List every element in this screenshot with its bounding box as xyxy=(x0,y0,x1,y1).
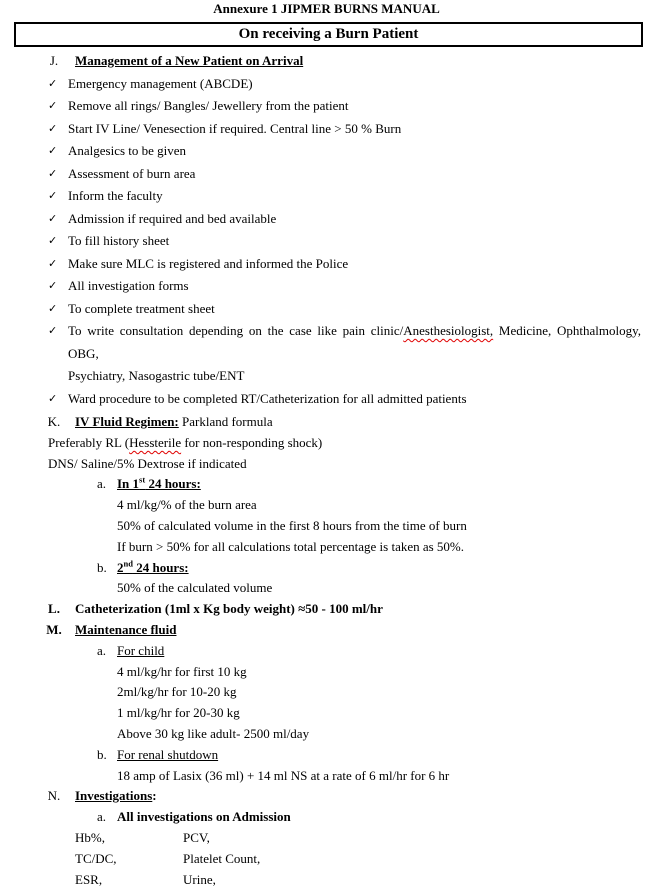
body-line: Above 30 kg like adult- 2500 ml/day xyxy=(117,725,310,741)
body-line: 50% of calculated volume in the first 8 hours from the time of burn xyxy=(117,517,467,533)
checkmark-icon: ✓ xyxy=(48,211,58,225)
body-line: 4 ml/kg/% of the burn area xyxy=(117,497,257,513)
section-heading: Investigations xyxy=(75,788,153,804)
sub-section-a-heading xyxy=(0,474,653,495)
consultation-line2: Psychiatry, Nasogastric tube/ENT xyxy=(68,368,245,383)
checklist-item-consultation xyxy=(0,320,653,388)
section-letter: L. xyxy=(48,601,60,617)
ordinal-superscript: nd xyxy=(123,558,133,569)
checklist-item-text: Make sure MLC is registered and informed the Police xyxy=(68,255,349,271)
sub-heading-post: 24 hours: xyxy=(145,476,201,492)
ordinal-superscript: st xyxy=(139,475,146,486)
sub-heading xyxy=(117,476,201,491)
section-heading-rest: Parkland formula xyxy=(178,414,273,429)
checkmark-icon: ✓ xyxy=(48,256,58,270)
fluid-alternative-line: DNS/ Saline/5% Dextrose if indicated xyxy=(48,455,247,471)
sub-letter: a. xyxy=(97,476,107,492)
checkmark-icon: ✓ xyxy=(48,301,58,315)
section-heading: Catheterization (1ml x Kg body weight) ≈50 - 100 ml/hr xyxy=(75,601,383,617)
banner-title: On receiving a Burn Patient xyxy=(238,26,419,42)
checklist-item-text: Emergency management (ABCDE) xyxy=(68,75,253,91)
investigation-row xyxy=(0,849,653,870)
checkmark-icon: ✓ xyxy=(48,234,58,247)
sections-k-to-n xyxy=(0,412,653,890)
checkmark-icon: ✓ xyxy=(48,279,58,292)
body-line: 18 amp of Lasix (36 ml) + 14 ml NS at a rate of 6 ml/hr for 6 hr xyxy=(117,767,450,783)
checklist-item xyxy=(0,230,653,253)
investigation-item: Hb%, xyxy=(75,829,105,845)
checklist-item xyxy=(0,388,653,411)
checklist-item xyxy=(0,73,653,96)
body-line: 1 ml/kg/hr for 20-30 kg xyxy=(117,705,240,721)
checklist-item xyxy=(0,253,653,276)
consultation-text-prefix: To write consultation depending on the case like pain clinic/ xyxy=(68,323,404,338)
checklist-item xyxy=(0,298,653,321)
sub-heading xyxy=(117,560,189,575)
checkmark-icon: ✓ xyxy=(48,99,58,112)
sub-section-a-heading xyxy=(0,641,653,662)
checklist-item-text: Ward procedure to be completed RT/Catheterization for all admitted patients xyxy=(68,390,467,406)
checkmark-icon: ✓ xyxy=(48,189,58,202)
body-line: 2ml/kg/hr for 10-20 kg xyxy=(117,684,237,700)
checklist-item xyxy=(0,95,653,118)
sub-section-a-heading xyxy=(0,807,653,828)
checklist-item-text: Admission if required and bed available xyxy=(68,210,277,226)
sub-letter: b. xyxy=(97,746,107,762)
text-prefix: Preferably RL ( xyxy=(48,434,130,450)
section-k-heading-line xyxy=(0,412,653,433)
section-n-heading-line xyxy=(0,786,653,807)
investigation-item: ESR, xyxy=(75,871,103,887)
checklist-item xyxy=(0,163,653,186)
sub-heading: All investigations on Admission xyxy=(117,809,291,825)
sub-section-b-heading xyxy=(0,745,653,766)
sub-heading-pre: In 1 xyxy=(117,476,140,492)
checkmark-icon: ✓ xyxy=(48,166,58,180)
checklist-item-text: Assessment of burn area xyxy=(68,165,196,181)
checklist-item xyxy=(0,275,653,298)
checklist-item-text: Inform the faculty xyxy=(68,188,163,203)
checklist-item-text: To fill history sheet xyxy=(68,233,170,248)
investigation-item: PCV, xyxy=(183,829,210,845)
sub-letter: b. xyxy=(97,559,107,575)
text-suffix: for non-responding shock) xyxy=(181,434,323,450)
section-heading-colon: : xyxy=(152,788,157,804)
checklist-item-text: Remove all rings/ Bangles/ Jewellery from the patient xyxy=(68,98,349,113)
investigation-item: Platelet Count, xyxy=(183,850,261,866)
checklist-item-text: Analgesics to be given xyxy=(68,143,187,158)
section-letter: M. xyxy=(46,621,62,637)
checklist-item-text: To complete treatment sheet xyxy=(68,300,215,316)
section-j xyxy=(0,50,653,410)
section-j-heading-line xyxy=(0,50,653,73)
section-letter: K. xyxy=(47,414,61,429)
misspelled-word: Hessterile xyxy=(129,434,182,450)
consultation-text-suffix: Medicine, Ophthalmology, OBG, xyxy=(68,323,641,361)
investigation-row xyxy=(0,870,653,890)
section-heading: IV Fluid Regimen: xyxy=(75,414,179,429)
checkmark-icon: ✓ xyxy=(48,76,58,90)
checklist-item xyxy=(0,140,653,163)
section-m-heading-line xyxy=(0,620,653,641)
sub-heading: For child xyxy=(117,642,165,658)
body-line: 4 ml/kg/hr for first 10 kg xyxy=(117,663,247,679)
checklist-item xyxy=(0,185,653,208)
section-letter: J. xyxy=(49,53,59,68)
sub-heading: For renal shutdown xyxy=(117,746,219,762)
section-letter: N. xyxy=(47,788,61,804)
body-line: If burn > 50% for all calculations total percentage is taken as 50%. xyxy=(117,538,465,554)
body-line: 50% of the calculated volume xyxy=(117,580,273,596)
section-l-heading-line xyxy=(0,599,653,620)
banner-box xyxy=(14,22,643,47)
fluid-preference-line xyxy=(0,433,653,454)
checklist-item-text: Start IV Line/ Venesection if required. Central line > 50 % Burn xyxy=(68,120,402,136)
sub-letter: a. xyxy=(97,809,107,825)
investigation-item: Urine, xyxy=(183,871,216,887)
sub-heading-post: 24 hours: xyxy=(132,559,189,575)
section-heading: Maintenance fluid xyxy=(75,621,177,637)
sub-heading-pre: 2 xyxy=(117,559,124,575)
misspelled-word: Anesthesiologist, xyxy=(403,323,494,338)
sub-letter: a. xyxy=(97,642,107,658)
checklist-item xyxy=(0,118,653,141)
checklist-item xyxy=(0,208,653,231)
section-heading: Management of a New Patient on Arrival xyxy=(75,53,304,68)
checklist-item-text: All investigation forms xyxy=(68,278,189,293)
investigation-row xyxy=(0,828,653,849)
checkmark-icon: ✓ xyxy=(48,144,58,157)
checkmark-icon: ✓ xyxy=(48,391,58,405)
sub-section-b-heading xyxy=(0,558,653,579)
checkmark-icon: ✓ xyxy=(48,324,58,337)
investigation-item: TC/DC, xyxy=(75,850,117,866)
checkmark-icon: ✓ xyxy=(48,121,58,135)
document-title: Annexure 1 JIPMER BURNS MANUAL xyxy=(213,1,440,16)
